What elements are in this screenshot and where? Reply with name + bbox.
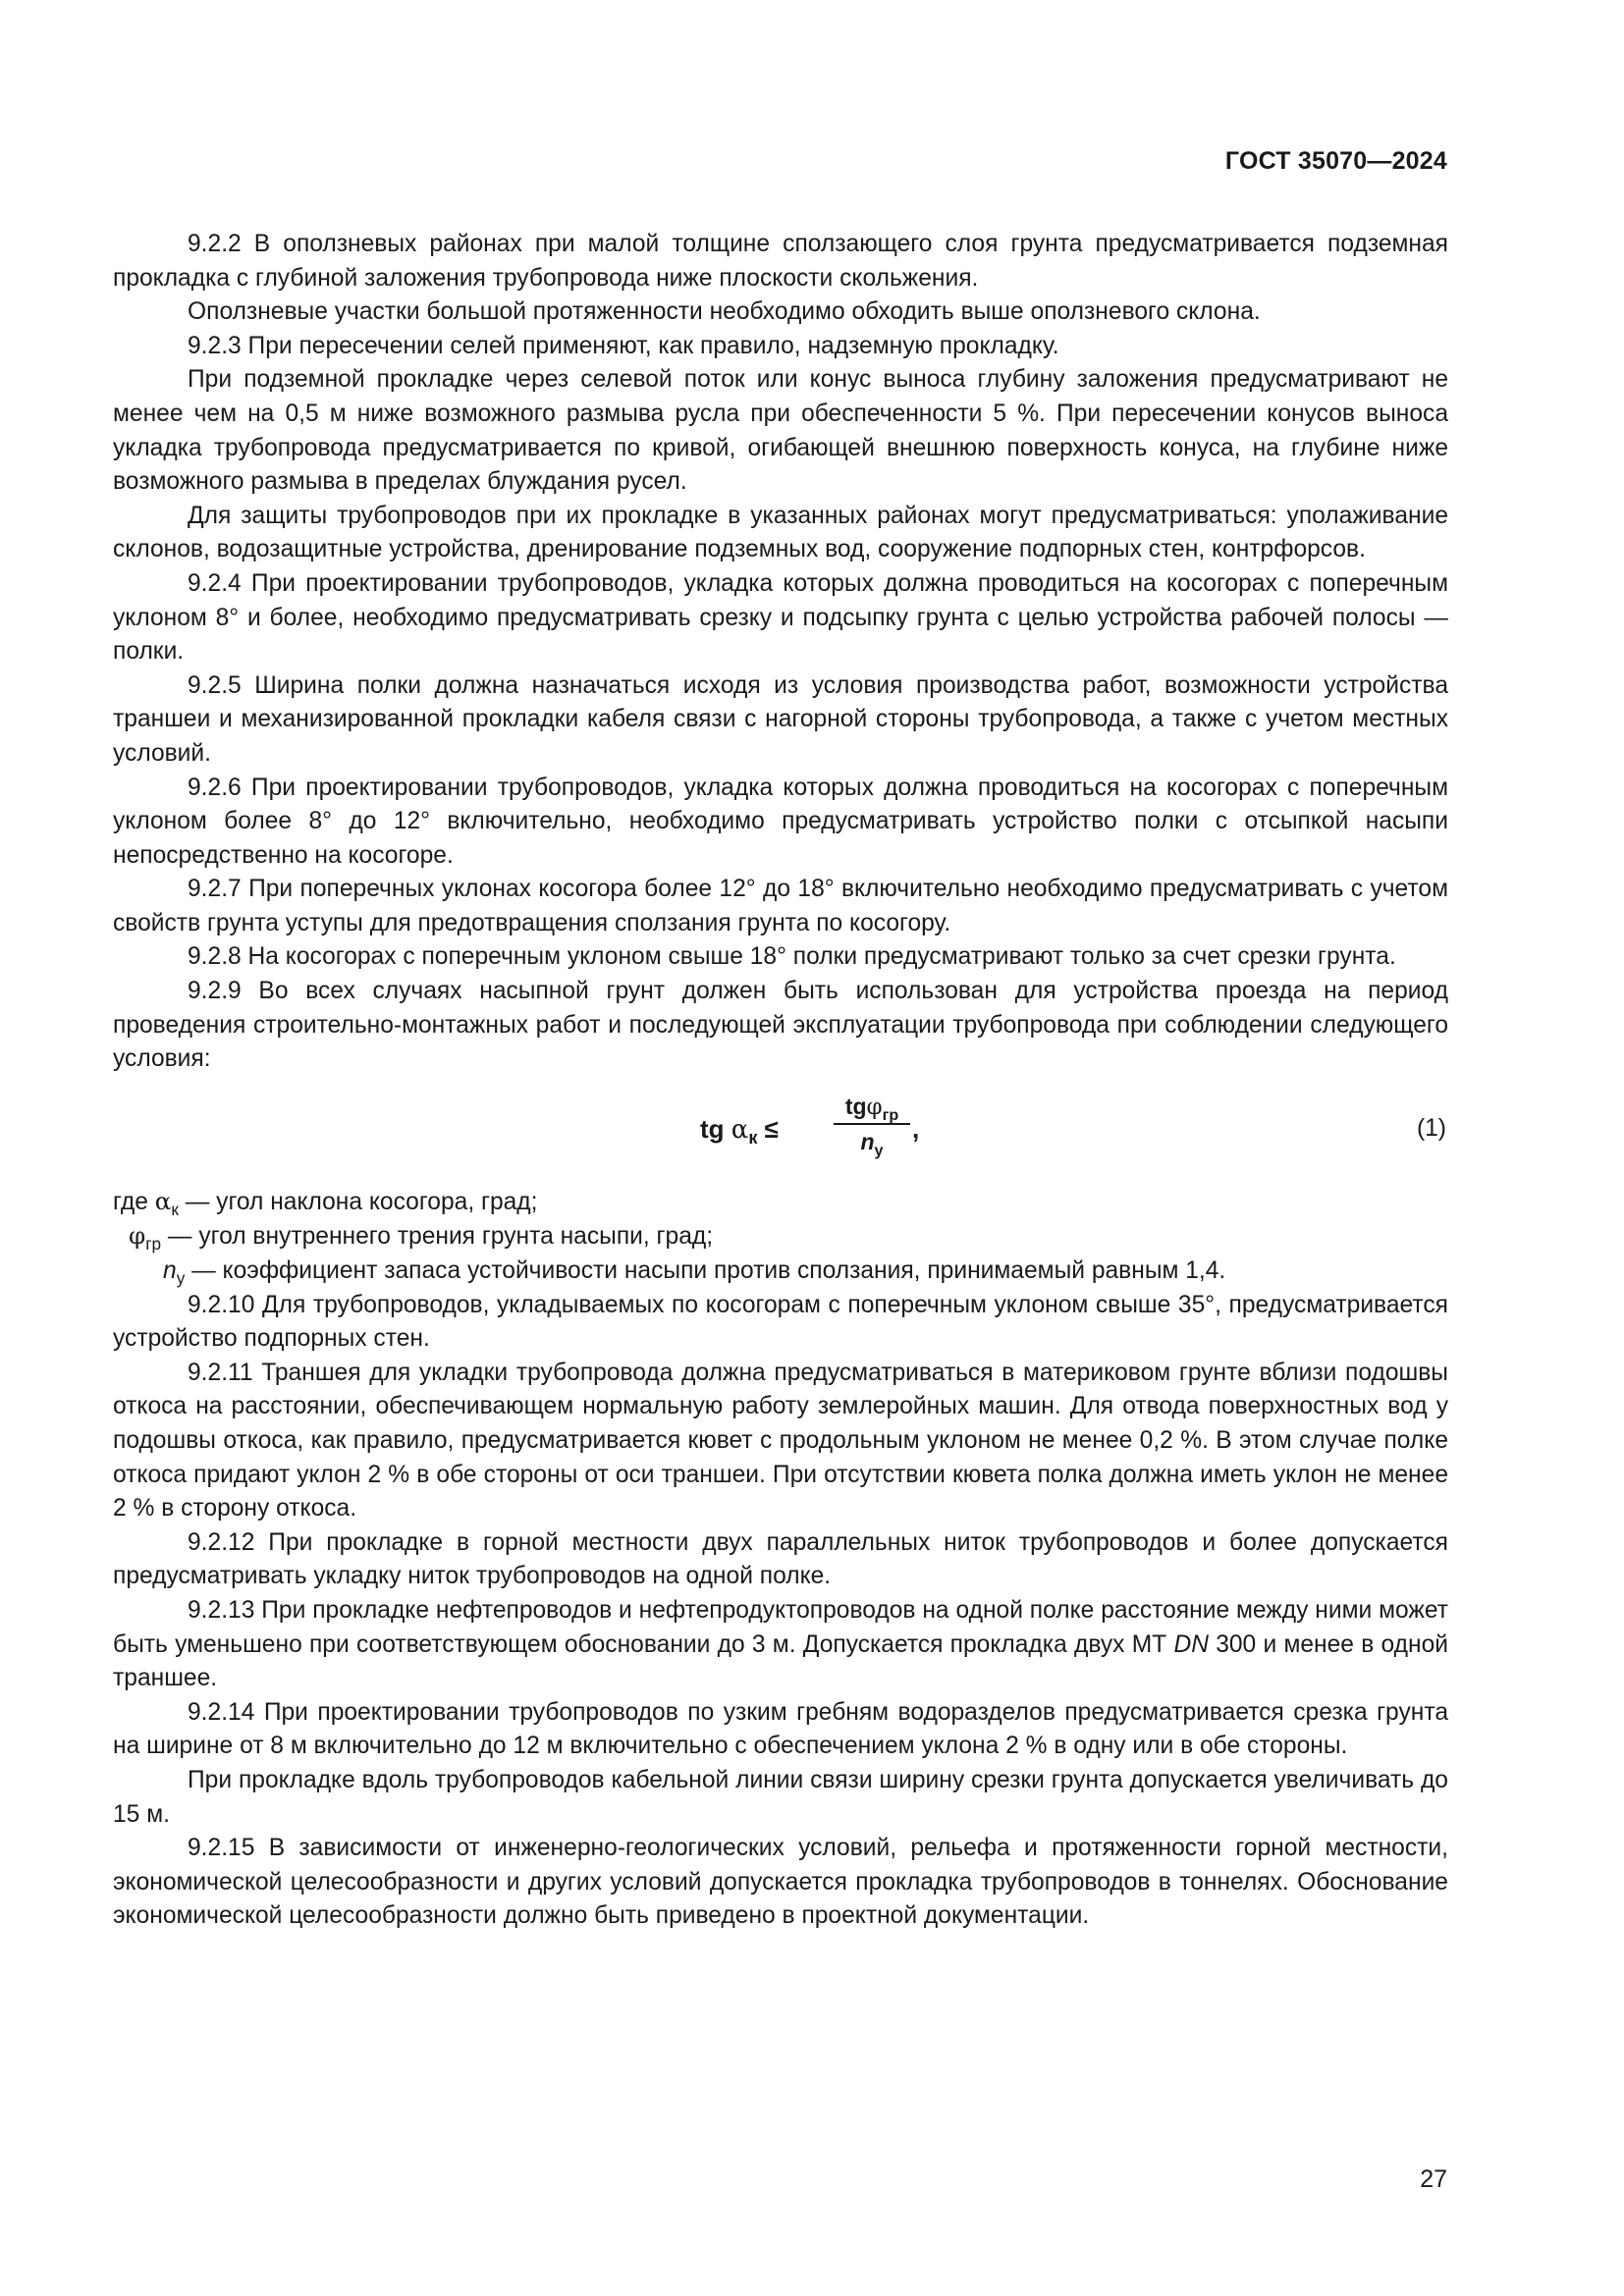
page-number: 27 — [1420, 2165, 1447, 2193]
formula-lhs: tg $\alpha_к$ ≤ — [700, 1113, 779, 1148]
formula-legend — [113, 1185, 1448, 1289]
paragraph-9-2-8: 9.2.8 На косогорах с поперечным уклоном свыше 18° полки предусматривают только за счет срезки грунта. — [188, 943, 1396, 971]
paragraph-9-2-6: 9.2.6 При проектировании трубопроводов, укладка которых должна проводиться на косогорах с поперечным уклоном более 8° до 12° включительно, необходимо предусматривать устройство полки с отсыпкой насыпи непосредственно на косогоре. — [113, 774, 1448, 869]
paragraph-9-2-14: 9.2.14 При проектировании трубопроводов по узким гребням водоразделов предусматривается срезка грунта на ширине от 8 м включительно до 12 м включительно с обеспечением уклона 2 % в одну или в обе стороны. — [113, 1698, 1448, 1760]
paragraph-9-2-12: 9.2.12 При прокладке в горной местности двух параллельных ниток трубопроводов и более допускается предусматривать укладку ниток трубопроводов на одной полке. — [113, 1528, 1448, 1590]
legend-item: $n_у$ — коэффициент запаса устойчивости насыпи против сползания, принимаемый равным 1,4. — [163, 1257, 1226, 1289]
alpha-symbol: α — [731, 1114, 749, 1145]
paragraph-9-2-13: 9.2.13 При прокладке нефтепроводов и нефтепродуктопроводов на одной полке расстояние между ними может быть уменьшено при соответствующем обосновании до 3 м. Допускается прокладка двух МТ DN 300 и менее в одной траншее. — [113, 1596, 1448, 1692]
formula-numerator: tgφ$_{гр}$ — [844, 1093, 899, 1124]
paragraph-9-2-2: 9.2.2 В оползневых районах при малой толщине сползающего слоя грунта предусматривается подземная прокладка с глубиной заложения трубопровода ниже плоскости скольжения. — [113, 231, 1448, 292]
paragraph: Оползневые участки большой протяженности необходимо обходить выше оползневого склона. — [188, 298, 1261, 326]
formula-block: tg $\alpha_к$ ≤ tgφ$_{гр}$ $n_у$ , (1) — [700, 1093, 1446, 1159]
paragraph: При прокладке вдоль трубопроводов кабельной линии связи ширину срезки грунта допускается увеличивать до 15 м. — [113, 1766, 1448, 1828]
fraction-bar — [834, 1123, 910, 1125]
paragraph: Для защиты трубопроводов при их прокладке в указанных районах могут предусматриваться: уполаживание склонов, водозащитные устройства, дренирование подземных вод, сооружение подпорных стен, контрфорсов. — [113, 502, 1448, 563]
legend-item: где $\alpha_к$ — угол наклона косогора, град; — [113, 1186, 538, 1219]
legend-item: $\varphi_{гр}$ — угол внутреннего трения грунта насыпи, град; — [129, 1221, 714, 1255]
paragraph-9-2-3: 9.2.3 При пересечении селей применяют, как правило, надземную прокладку. — [188, 332, 1059, 359]
formula-number: (1) — [1416, 1114, 1446, 1142]
phi-symbol: φ — [866, 1094, 883, 1120]
paragraph-9-2-11: 9.2.11 Траншея для укладки трубопровода должна предусматриваться в материковом грунте вблизи подошвы откоса на расстоянии, обеспечивающем нормальную работу землеройных машин. Для отвода поверхностных вод у подошвы откоса, как правило, предусматривается кювет с продольным уклоном не менее 0,2 %. В этом случае полке откоса придают уклон 2 % в обе стороны от оси траншеи. При отсутствии кювета полка должна иметь уклон не менее 2 % в сторону откоса. — [113, 1359, 1448, 1522]
paragraph-9-2-4: 9.2.4 При проектировании трубопроводов, укладка которых должна проводиться на косогорах с поперечным уклоном 8° и более, необходимо предусматривать срезку и подсыпку грунта с целью устройства рабочей полосы — полки. — [113, 569, 1448, 666]
formula-denominator: $n_у$ — [860, 1128, 884, 1159]
document-body — [113, 228, 1448, 1934]
paragraph: При подземной прокладке через селевой поток или конус выноса глубину заложения предусматривают не менее чем на 0,5 м ниже возможного размыва русла при обеспеченности 5 %. При пересечении конусов выноса укладка трубопровода предусматривается по кривой, огибающей внешнюю поверхность конуса, на глубине ниже возможного размыва в пределах блуждания русел. — [113, 366, 1448, 496]
formula-fraction — [834, 1093, 910, 1159]
document-code: ГОСТ 35070—2024 — [1224, 147, 1447, 175]
paragraph-9-2-15: 9.2.15 В зависимости от инженерно-геологических условий, рельефа и протяженности горной местности, экономической целесообразности и других условий допускается прокладка трубопроводов в тоннелях. Обоснование экономической целесообразности должно быть приведено в проектной документации. — [113, 1835, 1448, 1930]
paragraph-9-2-9: 9.2.9 Во всех случаях насыпной грунт должен быть использован для устройства проезда на период проведения строительно-монтажных работ и последующей эксплуатации трубопровода при соблюдении следующего условия: — [113, 978, 1448, 1073]
paragraph-9-2-7: 9.2.7 При поперечных уклонах косогора более 12° до 18° включительно необходимо предусматривать с учетом свойств грунта уступы для предотвращения сползания грунта по косогору. — [113, 876, 1448, 936]
paragraph-9-2-10: 9.2.10 Для трубопроводов, укладываемых по косогорам с поперечным уклоном свыше 35°, предусматривается устройство подпорных стен. — [113, 1291, 1448, 1353]
paragraph-9-2-5: 9.2.5 Ширина полки должна назначаться исходя из условия производства работ, возможности устройства траншеи и механизированной прокладки кабеля связи с нагорной стороны трубопровода, а также с учетом местных условий. — [113, 671, 1448, 767]
